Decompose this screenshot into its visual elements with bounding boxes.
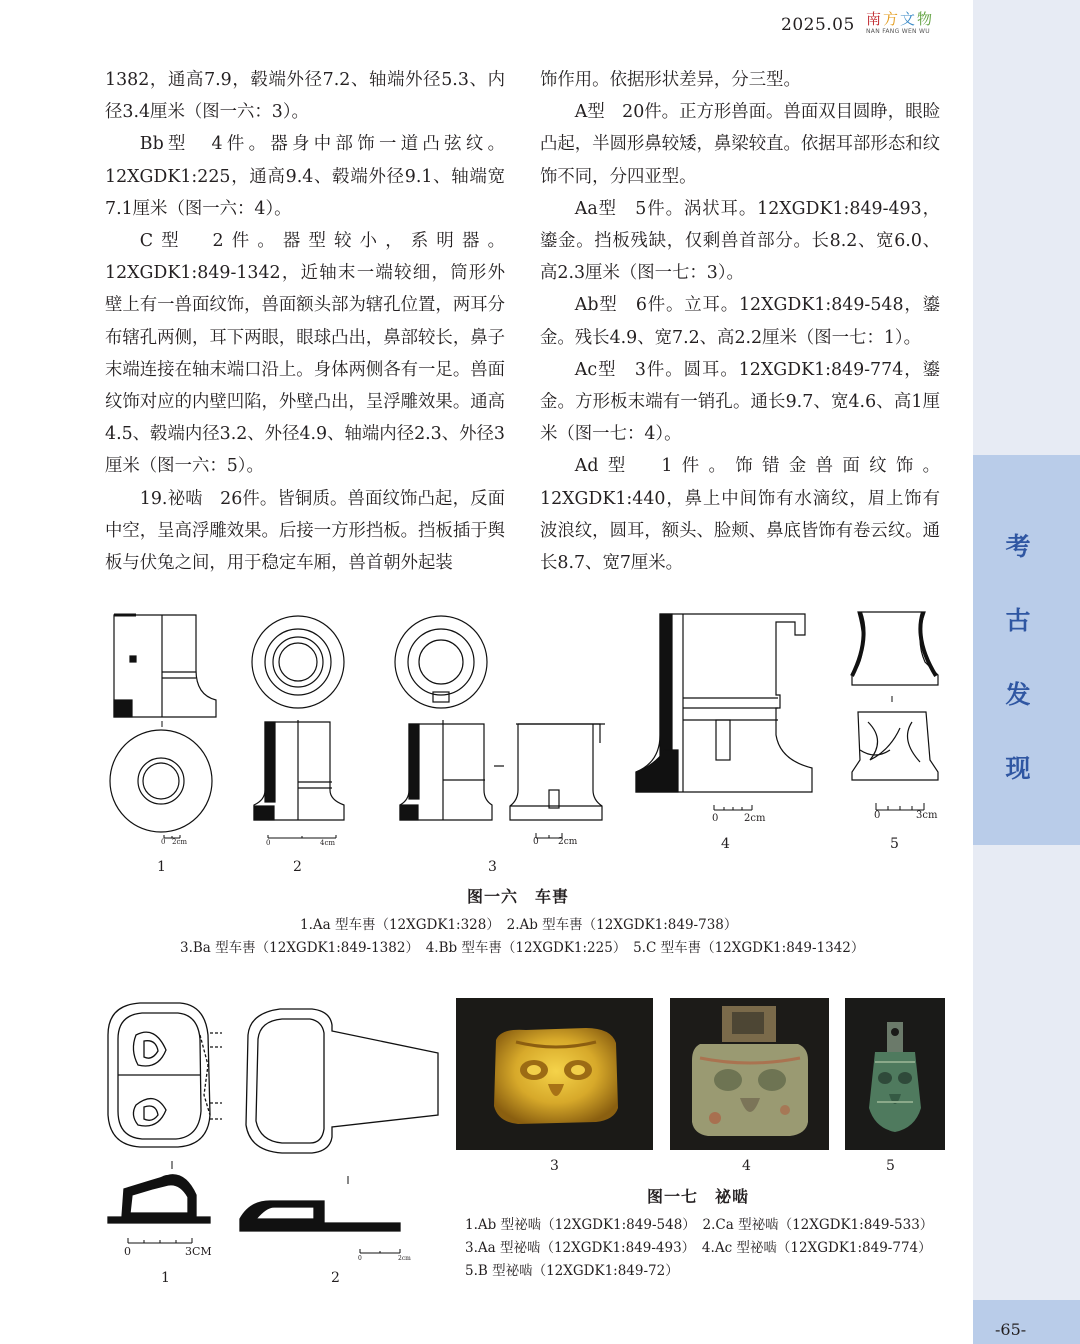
scale-label: 2cm bbox=[744, 813, 766, 824]
fig16-item2-section bbox=[254, 720, 344, 820]
fig17-item2-plan bbox=[246, 1009, 438, 1153]
figure-17-caption-line: 3.Aa 型祕啮（12XGDK1:849-493） 4.Ac 型祕啮（12XGDK1:849-774） bbox=[465, 1240, 932, 1256]
issue-date: 2025.05 bbox=[781, 15, 855, 35]
scale-label: 0 bbox=[533, 837, 539, 847]
scale-label: 0 bbox=[266, 839, 271, 847]
fig16-item2-plan bbox=[252, 616, 344, 708]
photo-aa-bimie bbox=[456, 998, 653, 1150]
fig16-item5-upper bbox=[852, 612, 938, 685]
scale-label: 3CM bbox=[185, 1245, 212, 1258]
journal-logo bbox=[866, 10, 938, 40]
section-char-2: 古 bbox=[1005, 606, 1031, 635]
photo-4-svg bbox=[670, 998, 829, 1150]
fig17-number: 1 bbox=[161, 1270, 170, 1286]
photo-5-svg bbox=[845, 998, 945, 1150]
fig16-number: 4 bbox=[721, 836, 730, 852]
section-char-3: 发 bbox=[1005, 680, 1031, 709]
fig17-number: 5 bbox=[886, 1158, 895, 1174]
fig16-number: 5 bbox=[890, 836, 899, 852]
fig17-item1-plan bbox=[108, 1003, 222, 1147]
fig16-number: 2 bbox=[293, 859, 302, 875]
sidebar-bottom bbox=[973, 845, 1080, 1300]
fig17-number: 3 bbox=[550, 1158, 559, 1174]
fig16-number: 1 bbox=[157, 859, 166, 875]
fig16-item4-section bbox=[636, 614, 812, 792]
section-char-1: 考 bbox=[1005, 532, 1031, 561]
figure-16-title: 图一六 车軎 bbox=[467, 887, 570, 906]
figure-16-drawings bbox=[100, 600, 960, 850]
paragraph: Ac型 3件。圆耳。12XGDK1:849-774，鎏金。方形板末端有一销孔。通长9.7、宽4.6、高1厘米（图一七：4）。 bbox=[540, 359, 940, 445]
paragraph: 19.祕啮 26件。皆铜质。兽面纹饰凸起，反面中空，呈高浮雕效果。后接一方形挡板。挡板插于舆板与伏兔之间，用于稳定车厢，兽首朝外起装 bbox=[105, 488, 505, 574]
fig16-item1-section bbox=[114, 615, 216, 717]
paragraph: A型 20件。正方形兽面。兽面双目圆睁，眼睑凸起，半圆形鼻较矮，鼻梁较直。依据耳部形态和纹饰不同，分四亚型。 bbox=[540, 102, 940, 187]
logo-chinese: 南方文物 bbox=[866, 10, 935, 28]
fig16-item3-plan bbox=[395, 616, 487, 708]
paragraph: Aa型 5件。涡状耳。12XGDK1:849-493，鎏金。挡板残缺，仅剩兽首部分。长8.2、宽6.0、高2.3厘米（图一七：3）。 bbox=[540, 198, 940, 284]
fig16-item1-plan bbox=[110, 730, 212, 832]
sidebar-top bbox=[973, 0, 1080, 455]
fig16-item3-elevation bbox=[510, 724, 605, 820]
paragraph: 1382，通高7.9，毂端外径7.2、轴端外径5.3、内径3.4厘米（图一六：3）。 bbox=[105, 70, 505, 123]
scale-label: 0 bbox=[124, 1245, 131, 1258]
figure-17-caption-line: 5.B 型祕啮（12XGDK1:849-72） bbox=[465, 1263, 679, 1279]
fig17-number: 4 bbox=[742, 1158, 751, 1174]
page-number-block bbox=[973, 1300, 1080, 1344]
scale-label: 0 bbox=[712, 813, 719, 824]
scale-label: 0 bbox=[161, 838, 166, 846]
paragraph: Bb型 4件。器身中部饰一道凸弦纹。12XGDK1:225，通高9.4、毂端外径9.1、轴端宽7.1厘米（图一六：4）。 bbox=[105, 134, 505, 219]
photo-ac-bimie bbox=[670, 998, 829, 1150]
paragraph: C型 2件。器型较小，系明器。12XGDK1:849-1342，近轴末一端较细，筒形外壁上有一兽面纹饰，兽面额头部为辖孔位置，两耳分布辖孔两侧，耳下两眼，眼球凸出，鼻部较长，鼻子末端连接在轴末端口沿上。身体两侧各有一足。兽面纹饰对应的内壁凹陷，外壁凸出，呈浮雕效果。通高4.5、毂端内径3.2、外径4.9、轴端内径2.3、外径3厘米（图一六：5）。 bbox=[105, 231, 505, 477]
figure-16-caption-line: 1.Aa 型车軎（12XGDK1:328） 2.Ab 型车軎（12XGDK1:849-738） bbox=[300, 917, 738, 933]
page-number: -65- bbox=[995, 1320, 1027, 1339]
paragraph: 饰作用。依据形状差异，分三型。 bbox=[540, 70, 801, 90]
scale-label: 3cm bbox=[916, 810, 938, 821]
paragraph: Ab型 6件。立耳。12XGDK1:849-548，鎏金。残长4.9、宽7.2、高2.2厘米（图一七：1）。 bbox=[540, 295, 940, 348]
right-column bbox=[540, 64, 940, 579]
logo-english: NAN FANG WEN WU bbox=[866, 28, 930, 35]
fig16-number: 3 bbox=[488, 859, 497, 875]
photo-b-bimie bbox=[845, 998, 945, 1150]
fig17-item1-profile bbox=[108, 1175, 210, 1223]
scale-label: 2cm bbox=[172, 838, 188, 846]
photo-3-svg bbox=[456, 998, 653, 1150]
scale-label: 4cm bbox=[320, 839, 336, 847]
left-column bbox=[105, 64, 505, 579]
figure-17-title: 图一七 祕啮 bbox=[647, 1187, 750, 1206]
scale-label: 0 bbox=[874, 810, 881, 821]
fig17-item2-profile bbox=[240, 1201, 400, 1231]
figure-17-caption-line: 1.Ab 型祕啮（12XGDK1:849-548） 2.Ca 型祕啮（12XGDK1:849-533） bbox=[465, 1217, 934, 1233]
scale-label: 2cm bbox=[398, 1255, 411, 1262]
figure-16-svg bbox=[100, 600, 960, 850]
fig16-item5-lower bbox=[852, 712, 938, 780]
figure-17-svg bbox=[100, 995, 450, 1265]
section-tab bbox=[973, 455, 1080, 845]
figure-17-drawings bbox=[100, 995, 450, 1265]
scale-label: 0 bbox=[358, 1255, 362, 1262]
scale-label: 2cm bbox=[558, 837, 578, 847]
paragraph: Ad型 1件。饰错金兽面纹饰。12XGDK1:440，鼻上中间饰有水滴纹，眉上饰有波浪纹，圆耳，额头、脸颊、鼻底皆饰有卷云纹。通长8.7、宽7厘米。 bbox=[540, 456, 940, 574]
fig16-item3-section bbox=[400, 720, 504, 820]
figure-16-caption-line: 3.Ba 型车軎（12XGDK1:849-1382） 4.Bb 型车軎（12XGDK1:225） 5.C 型车軎（12XGDK1:849-1342） bbox=[180, 940, 865, 956]
fig17-number: 2 bbox=[331, 1270, 340, 1286]
section-char-4: 现 bbox=[1005, 754, 1031, 783]
